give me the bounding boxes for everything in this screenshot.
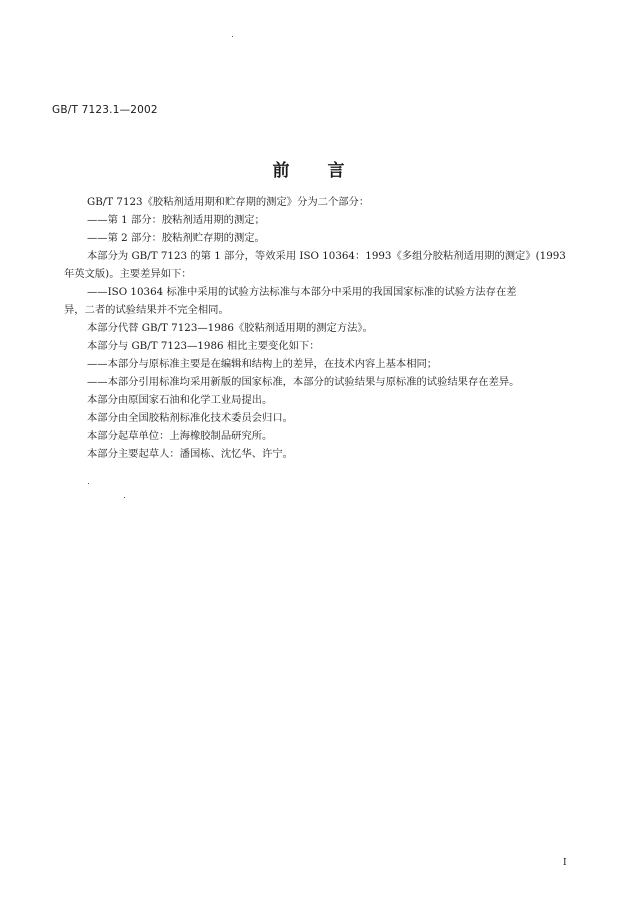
foreword-line: GB/T 7123《胶粘剂适用期和贮存期的测定》分为二个部分： <box>87 196 370 208</box>
foreword-line: ——第 2 部分：胶粘剂贮存期的测定。 <box>87 232 265 244</box>
foreword-line: ——ISO 10364 标准中采用的试验方法标准与本部分中采用的我国国家标准的试验方法存在差 <box>87 286 517 298</box>
foreword-line: 本部分由原国家石油和化学工业局提出。 <box>87 394 273 406</box>
foreword-line: ——第 1 部分：胶粘剂适用期的测定； <box>87 214 265 226</box>
foreword-line: 本部分主要起草人：潘国栋、沈忆华、许宁。 <box>87 448 293 460</box>
scan-speck <box>88 483 89 484</box>
scan-speck <box>124 497 125 498</box>
page-title: 前言 <box>272 161 383 181</box>
foreword-line: 年英文版)。主要差异如下： <box>64 268 192 280</box>
foreword-line: 本部分由全国胶粘剂标准化技术委员会归口。 <box>87 412 293 424</box>
standard-code: GB/T 7123.1—2002 <box>52 104 158 116</box>
page-number: I <box>563 858 567 868</box>
foreword-line: 本部分与 GB/T 7123—1986 相比主要变化如下： <box>87 340 320 352</box>
scan-speck <box>232 36 233 37</box>
foreword-line: ——本部分引用标准均采用新版的国家标准，本部分的试验结果与原标准的试验结果存在差异。 <box>87 376 520 388</box>
foreword-line: ——本部分与原标准主要是在编辑和结构上的差异，在技术内容上基本相同； <box>87 358 438 370</box>
foreword-line: 本部分代替 GB/T 7123—1986《胶粘剂适用期的测定方法》。 <box>87 322 373 334</box>
foreword-line: 异，二者的试验结果并不完全相同。 <box>64 304 229 316</box>
foreword-line: 本部分为 GB/T 7123 的第 1 部分，等效采用 ISO 10364：1993《多组分胶粘剂适用期的测定》(1993 <box>87 250 566 262</box>
foreword-line: 本部分起草单位：上海橡胶制品研究所。 <box>87 430 273 442</box>
